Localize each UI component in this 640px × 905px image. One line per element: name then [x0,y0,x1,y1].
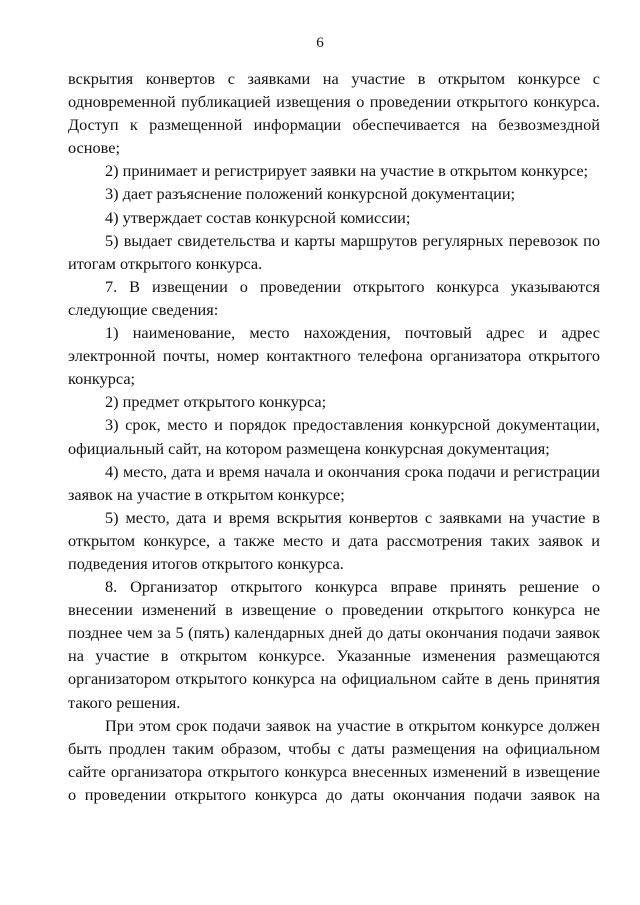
section-7-item-4: 4) место, дата и время начала и окончания срока подачи и регистрации заявок на участие в открытом конкурсе; [68,461,600,504]
document-body [68,67,600,806]
paragraph-continuation: вскрытия конвертов с заявками на участие в открытом конкурсе с одновременной публикацией извещения о проведении открытого конкурса. Доступ к размещенной информации обеспечивается на безвозмездной основе; [68,69,600,158]
section-7-item-5: 5) место, дата и время вскрытия конвертов с заявками на участие в открытом конкурсе, а также место и дата рассмотрения таких заявок и подведения итогов открытого конкурса. [68,507,600,573]
list-item-4: 4) утверждает состав конкурсной комиссии; [105,207,411,227]
section-7-paragraph: 7. В извещении о проведении открытого конкурса указываются следующие сведения: [68,276,600,319]
section-7-item-2: 2) предмет открытого конкурса; [105,392,327,412]
list-item-3: 3) дает разъяснение положений конкурсной документации; [105,184,516,204]
section-7-item-1: 1) наименование, место нахождения, почтовый адрес и адрес электронной почты, номер контактного телефона организатора открытого конкурса; [68,323,600,389]
list-item-2: 2) принимает и регистрирует заявки на участие в открытом конкурсе; [105,161,589,181]
section-8-paragraph: 8. Организатор открытого конкурса вправе принять решение о внесении изменений в извещение о проведении открытого конкурса не позднее чем за 5 (пять) календарных дней до даты окончания подачи заявок на участие в открытом конкурсе. Указанные изменения размещаются организатором открытого конкурса на официальном сайте в день принятия такого решения. [68,577,600,712]
section-8-continuation-paragraph: При этом срок подачи заявок на участие в открытом конкурсе должен быть продлен таким образом, чтобы с даты размещения на официальном сайте организатора открытого конкурса внесенных изменений в извещение о проведении открытого конкурса до даты окончания подачи заявок на [68,715,600,804]
section-7-item-3: 3) срок, место и порядок предоставления конкурсной документации, официальный сайт, на котором размещена конкурсная документация; [68,415,600,458]
page-number: 6 [316,35,324,51]
list-item-5: 5) выдает свидетельства и карты маршрутов регулярных перевозок по итогам открытого конкурса. [68,230,600,273]
